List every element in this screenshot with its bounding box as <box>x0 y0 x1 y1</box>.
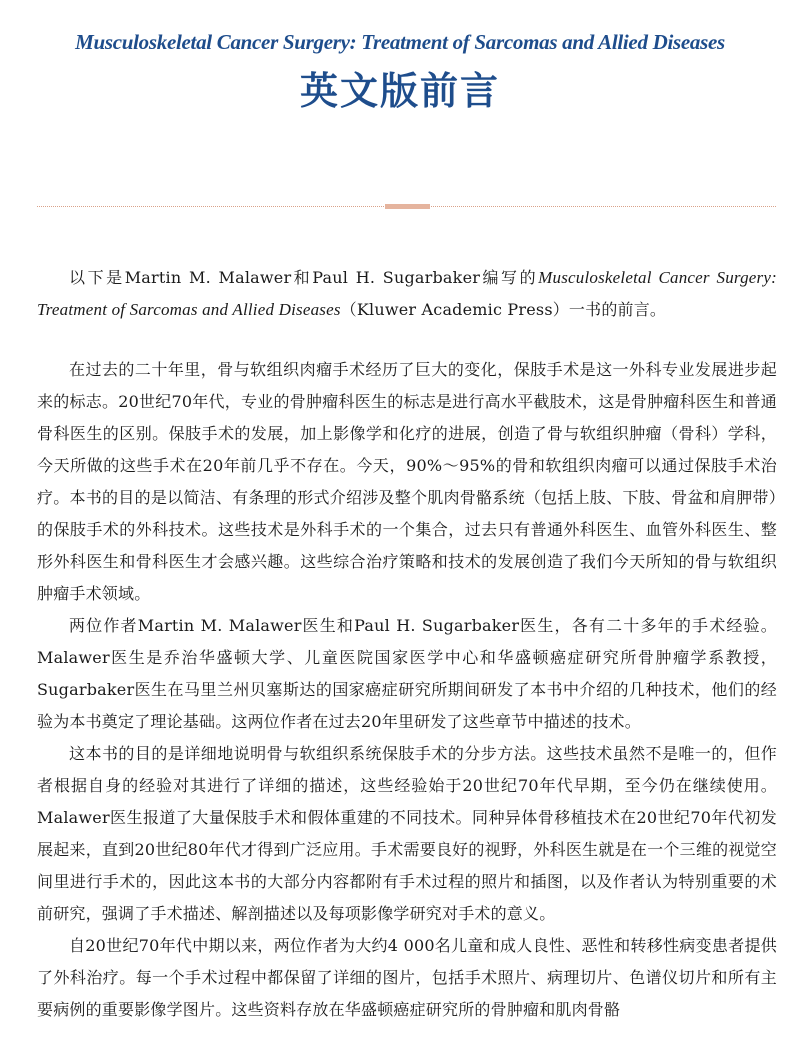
divider-accent <box>385 204 430 209</box>
body-paragraph-3: 这本书的目的是详细地说明骨与软组织系统保肢手术的分步方法。这些技术虽然不是唯一的，但作者根据自身的经验对其进行了详细的描述，这些经验始于20世纪70年代早期，至今仍在继续使用。Malawer医生报道了大量保肢手术和假体重建的不同技术。同种异体骨移植技术在20世纪70年代初发展起来，直到20世纪80年代才得到广泛应用。手术需要良好的视野，外科医生就是在一个三维的视觉空间里进行手术的，因此这本书的大部分内容都附有手术过程的照片和插图，以及作者认为特别重要的术前研究，强调了手术描述、解剖描述以及每项影像学研究对手术的意义。 <box>37 744 777 923</box>
chapter-title: 英文版前言 <box>299 68 500 113</box>
book-title: Musculoskeletal Cancer Surgery: Treatment of Sarcomas and Allied Diseases <box>75 30 725 54</box>
intro-text-2: （Kluwer Academic Press）一书的前言。 <box>340 300 667 319</box>
body-paragraph-2: 两位作者Martin M. Malawer医生和Paul H. Sugarbaker医生，各有二十多年的手术经验。Malawer医生是乔治华盛顿大学、儿童医院国家医学中心和华盛顿癌症研究所骨肿瘤学系教授，Sugarbaker医生在马里兰州贝塞斯达的国家癌症研究所期间研发了本书中介绍的几种技术，他们的经验为本书奠定了理论基础。这两位作者在过去20年里研发了这些章节中描述的技术。 <box>37 616 777 731</box>
intro-book-title: Musculoskeletal Cancer Surgery: Treatment of Sarcomas and Allied Diseases <box>37 268 777 319</box>
intro-paragraph <box>37 262 777 326</box>
body-paragraph-1: 在过去的二十年里，骨与软组织肉瘤手术经历了巨大的变化，保肢手术是这一外科专业发展进步起来的标志。20世纪70年代，专业的骨肿瘤科医生的标志是进行高水平截肢术，这是骨肿瘤科医生和普通骨科医生的区别。保肢手术的发展，加上影像学和化疗的进展，创造了骨与软组织肿瘤（骨科）学科，今天所做的这些手术在20年前几乎不存在。今天，90%～95%的骨和软组织肉瘤可以通过保肢手术治疗。本书的目的是以简洁、有条理的形式介绍涉及整个肌肉骨骼系统（包括上肢、下肢、骨盆和肩胛带）的保肢手术的外科技术。这些技术是外科手术的一个集合，过去只有普通外科医生、血管外科医生、整形外科医生和骨科医生才会感兴趣。这些综合治疗策略和技术的发展创造了我们今天所知的骨与软组织肿瘤手术领域。 <box>37 360 777 603</box>
intro-text-1: 以下是Martin M. Malawer和Paul H. Sugarbaker编写的 <box>69 268 539 287</box>
body-paragraph-4: 自20世纪70年代中期以来，两位作者为大约4 000名儿童和成人良性、恶性和转移性病变患者提供了外科治疗。每一个手术过程中都保留了详细的图片，包括手术照片、病理切片、色谱仪切片和所有主要病例的重要影像学图片。这些资料存放在华盛顿癌症研究所的骨肿瘤和肌肉骨骼 <box>37 936 777 1019</box>
body-text <box>37 262 777 1026</box>
